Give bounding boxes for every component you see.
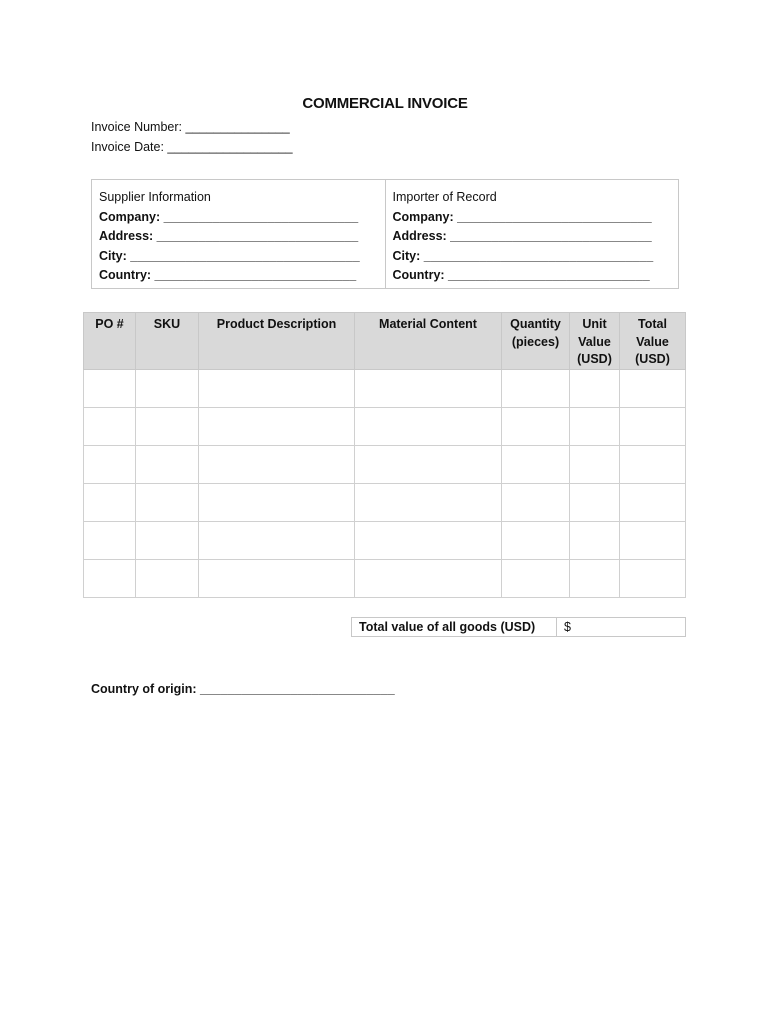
table-row: [84, 483, 686, 521]
table-cell[interactable]: [570, 369, 620, 407]
supplier-heading: Supplier Information: [99, 190, 211, 204]
table-cell[interactable]: [502, 407, 570, 445]
table-cell[interactable]: [84, 559, 136, 597]
table-cell[interactable]: [136, 559, 199, 597]
table-header-row: [84, 313, 686, 370]
header-material-content: Material Content: [355, 313, 502, 370]
total-value-field[interactable]: $: [557, 618, 686, 637]
table-cell[interactable]: [570, 483, 620, 521]
table-cell[interactable]: [620, 369, 686, 407]
table-cell[interactable]: [570, 407, 620, 445]
header-total-value: Total Value (USD): [620, 313, 686, 370]
table-cell[interactable]: [84, 407, 136, 445]
supplier-company-field[interactable]: Company: ____________________________: [99, 209, 359, 224]
importer-info-section: [385, 180, 679, 288]
table-cell[interactable]: [84, 445, 136, 483]
goods-table: [83, 312, 686, 598]
importer-address-field[interactable]: Address: _____________________________: [392, 229, 652, 243]
table-cell[interactable]: [199, 483, 355, 521]
country-of-origin-field[interactable]: Country of origin: ____________________________: [91, 682, 395, 696]
invoice-number-field[interactable]: Invoice Number: _______________: [91, 120, 290, 134]
table-cell[interactable]: [355, 407, 502, 445]
table-cell[interactable]: [620, 521, 686, 559]
table-cell[interactable]: [620, 559, 686, 597]
table-cell[interactable]: [502, 521, 570, 559]
supplier-city-field[interactable]: City: _________________________________: [99, 248, 360, 263]
importer-company-field[interactable]: Company: ____________________________: [392, 209, 652, 224]
table-cell[interactable]: [136, 445, 199, 483]
table-cell[interactable]: [84, 483, 136, 521]
table-cell[interactable]: [620, 445, 686, 483]
supplier-info-section: [92, 180, 385, 288]
table-cell[interactable]: [570, 559, 620, 597]
table-cell[interactable]: [355, 445, 502, 483]
table-cell[interactable]: [570, 445, 620, 483]
table-row: [84, 559, 686, 597]
table-cell[interactable]: [199, 521, 355, 559]
table-row: [84, 445, 686, 483]
importer-city-field[interactable]: City: _________________________________: [392, 248, 654, 263]
table-cell[interactable]: [355, 369, 502, 407]
table-cell[interactable]: [136, 483, 199, 521]
header-sku: SKU: [136, 313, 199, 370]
table-cell[interactable]: [502, 559, 570, 597]
table-cell[interactable]: [199, 369, 355, 407]
table-cell[interactable]: [199, 445, 355, 483]
table-cell[interactable]: [355, 521, 502, 559]
header-quantity: Quantity (pieces): [502, 313, 570, 370]
header-po: PO #: [84, 313, 136, 370]
table-cell[interactable]: [570, 521, 620, 559]
header-product-description: Product Description: [199, 313, 355, 370]
invoice-date-field[interactable]: Invoice Date: __________________: [91, 140, 293, 154]
parties-box: [91, 179, 679, 289]
table-cell[interactable]: [355, 559, 502, 597]
table-cell[interactable]: [136, 521, 199, 559]
table-cell[interactable]: [502, 369, 570, 407]
total-value-table: [351, 617, 686, 637]
table-cell[interactable]: [136, 407, 199, 445]
supplier-country-field[interactable]: Country: _____________________________: [99, 268, 357, 282]
total-value-label: Total value of all goods (USD): [352, 618, 557, 637]
table-cell[interactable]: [84, 369, 136, 407]
table-cell[interactable]: [199, 407, 355, 445]
document-title: COMMERCIAL INVOICE: [302, 95, 468, 112]
table-cell[interactable]: [355, 483, 502, 521]
table-cell[interactable]: [136, 369, 199, 407]
table-cell[interactable]: [84, 521, 136, 559]
table-row: [84, 369, 686, 407]
supplier-address-field[interactable]: Address: _____________________________: [99, 229, 359, 243]
importer-heading: Importer of Record: [392, 190, 497, 204]
table-row: [84, 521, 686, 559]
table-cell[interactable]: [502, 483, 570, 521]
table-cell[interactable]: [502, 445, 570, 483]
header-unit-value: Unit Value (USD): [570, 313, 620, 370]
table-cell[interactable]: [199, 559, 355, 597]
table-cell[interactable]: [620, 407, 686, 445]
table-cell[interactable]: [620, 483, 686, 521]
table-row: [84, 407, 686, 445]
importer-country-field[interactable]: Country: _____________________________: [392, 268, 650, 282]
